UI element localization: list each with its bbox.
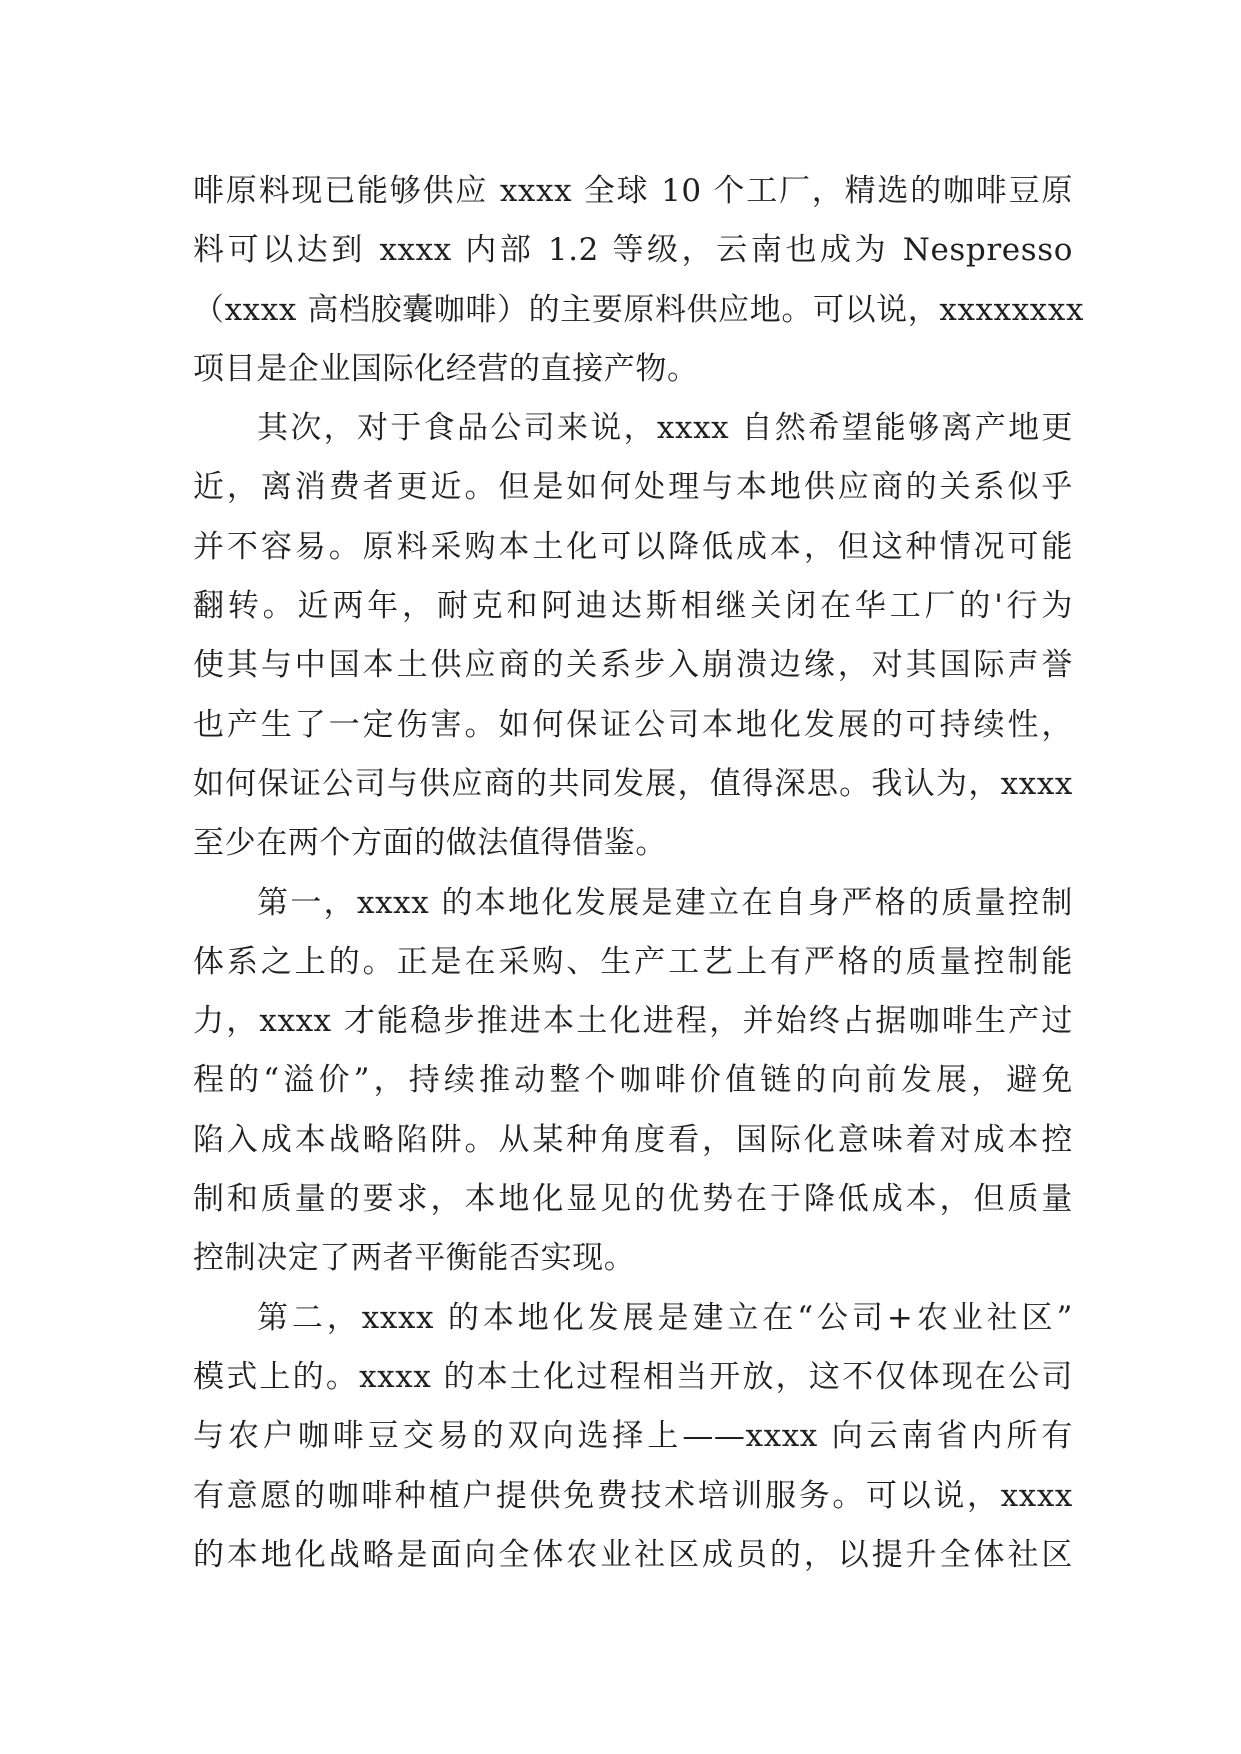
text-line: 体系之上的。正是在采购、生产工艺上有严格的质量控制能 <box>193 943 1073 980</box>
text-line: 项目是企业国际化经营的直接产物。 <box>193 350 699 387</box>
body-text <box>193 162 1085 1585</box>
text-line: 啡原料现已能够供应 xxxx 全球 10 个工厂，精选的咖啡豆原 <box>193 173 1073 209</box>
text-line: 翻转。近两年，耐克和阿迪达斯相继关闭在华工厂的'行为 <box>193 588 1073 625</box>
text-line: 使其与中国本土供应商的关系步入崩溃边缘，对其国际声誉 <box>193 647 1073 684</box>
text-line: 陷入成本战略陷阱。从某种角度看，国际化意味着对成本控 <box>193 1121 1073 1158</box>
text-line: 至少在两个方面的做法值得借鉴。 <box>193 825 667 862</box>
text-line: 第二，xxxx 的本地化发展是建立在“公司+农业社区” <box>257 1299 1073 1336</box>
text-line: 也产生了一定伤害。如何保证公司本地化发展的可持续性， <box>193 706 1073 743</box>
text-line: 料可以达到 xxxx 内部 1.2 等级，云南也成为 Nespresso <box>193 232 1073 269</box>
text-line: 控制决定了两者平衡能否实现。 <box>193 1240 636 1277</box>
text-line: 有意愿的咖啡种植户提供免费技术培训服务。可以说，xxxx <box>193 1477 1073 1514</box>
text-line: （xxxx 高档胶囊咖啡）的主要原料供应地。可以说，xxxxxxxx <box>193 291 1085 328</box>
text-line: 其次，对于食品公司来说，xxxx 自然希望能够离产地更 <box>257 410 1073 447</box>
text-line: 第一，xxxx 的本地化发展是建立在自身严格的质量控制 <box>257 884 1073 921</box>
text-line: 程的“溢价”，持续推动整个咖啡价值链的向前发展，避免 <box>193 1062 1073 1099</box>
text-line: 如何保证公司与供应商的共同发展，值得深思。我认为，xxxx <box>193 765 1073 802</box>
text-line: 并不容易。原料采购本土化可以降低成本，但这种情况可能 <box>193 528 1073 565</box>
text-line: 近，离消费者更近。但是如何处理与本地供应商的关系似乎 <box>193 469 1073 506</box>
text-line: 模式上的。xxxx 的本土化过程相当开放，这不仅体现在公司 <box>193 1358 1073 1395</box>
text-line: 制和质量的要求，本地化显见的优势在于降低成本，但质量 <box>193 1181 1073 1218</box>
text-line: 的本地化战略是面向全体农业社区成员的，以提升全体社区 <box>193 1536 1073 1573</box>
text-line: 力，xxxx 才能稳步推进本土化进程，并始终占据咖啡生产过 <box>193 1003 1073 1040</box>
text-line: 与农户咖啡豆交易的双向选择上——xxxx 向云南省内所有 <box>193 1418 1073 1455</box>
